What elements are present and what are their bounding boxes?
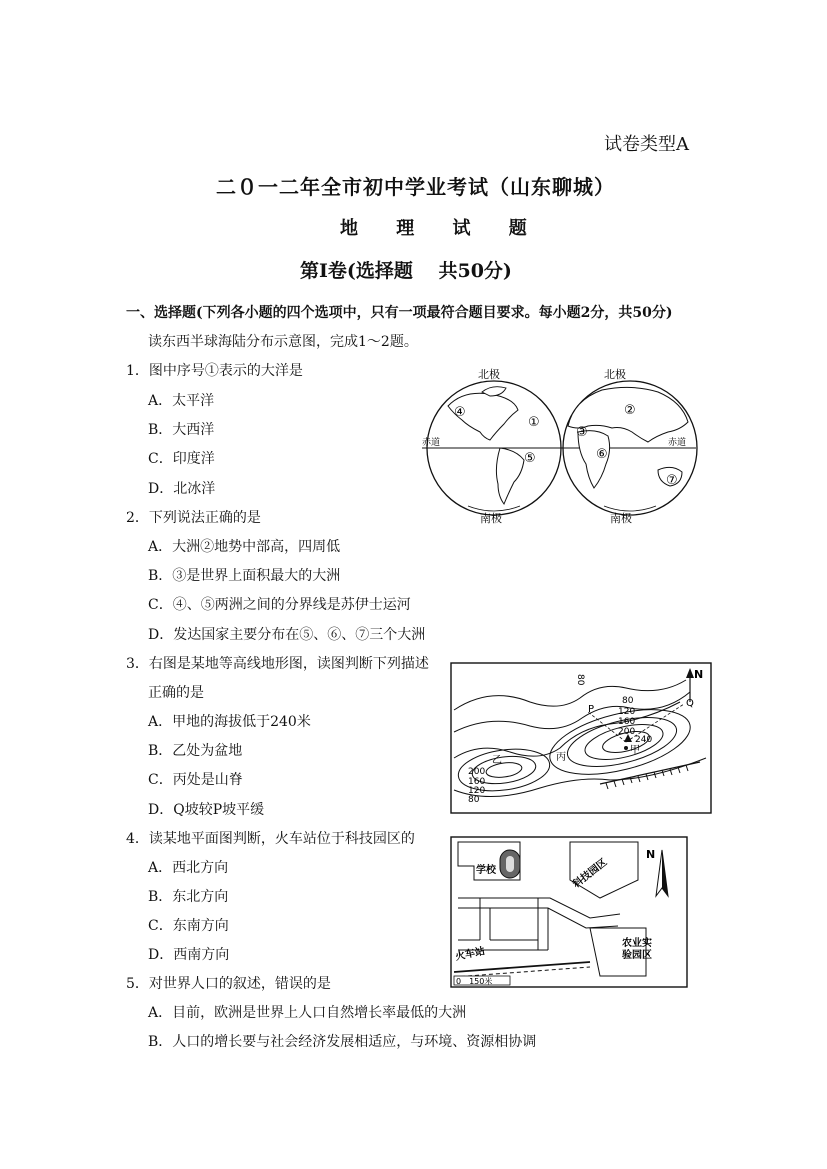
- q5-option-b: B．人口的增长要与社会经济发展相适应，与环境、资源相协调: [148, 1034, 537, 1050]
- scale-label: 0 150米: [456, 977, 493, 986]
- q4-option-c: C．东南方向: [148, 918, 229, 934]
- q3-option-b: B．乙处为盆地: [148, 743, 243, 759]
- subject-title: 地 理 试 题: [340, 218, 543, 239]
- station-label: 火车站: [454, 945, 486, 963]
- label-q: Q: [686, 698, 694, 709]
- label-yi: 乙: [492, 755, 502, 766]
- question-2-stem: 2．下列说法正确的是: [126, 510, 261, 526]
- q2-option-d: D．发达国家主要分布在⑤、⑥、⑦三个大洲: [148, 627, 426, 643]
- contour-north-label: N: [694, 668, 704, 681]
- agri-park-label-1: 农业实: [622, 938, 652, 949]
- marker-1: ①: [528, 415, 540, 430]
- school-label: 学校: [476, 865, 496, 876]
- marker-7: ⑦: [666, 473, 678, 488]
- q4-option-a: A．西北方向: [148, 860, 229, 876]
- contour-right-120: 120: [618, 707, 636, 717]
- q4-option-b: B．东北方向: [148, 889, 229, 905]
- label-p: P: [588, 704, 595, 715]
- q3-option-c: C．丙处是山脊: [148, 772, 243, 788]
- marker-4: ④: [454, 405, 466, 420]
- section-heading: 一、选择题(下列各小题的四个选项中，只有一项最符合题目要求。每小题2分，共50分): [126, 305, 673, 321]
- marker-6: ⑥: [596, 447, 608, 462]
- paper-type: 试卷类型A: [604, 134, 689, 155]
- hemispheres-figure: [418, 366, 700, 528]
- contour-left-80: 80: [468, 795, 480, 805]
- q2-option-a: A．大洲②地势中部高，四周低: [148, 539, 341, 555]
- contour-right-80: 80: [622, 696, 634, 706]
- part-title: 第Ⅰ卷(选择题 共50分): [300, 260, 512, 282]
- contour-right-160: 160: [618, 717, 636, 727]
- contour-map-figure: [450, 662, 712, 814]
- q2-option-c: C．④、⑤两洲之间的分界线是苏伊士运河: [148, 597, 411, 613]
- section-intro: 读东西半球海陆分布示意图，完成1～2题。: [148, 334, 418, 350]
- contour-left-200: 200: [468, 767, 486, 777]
- q4-option-d: D．西南方向: [148, 947, 230, 963]
- q5-option-a: A．目前，欧洲是世界上人口自然增长率最低的大洲: [148, 1005, 467, 1021]
- question-5-stem: 5．对世界人口的叙述，错误的是: [126, 976, 331, 992]
- contour-peak-240: 240: [635, 735, 653, 745]
- agri-park-label-2: 验园区: [622, 950, 652, 961]
- q3-option-a: A．甲地的海拔低于240米: [148, 714, 311, 730]
- q3-option-d: D．Q坡较P坡平缓: [148, 802, 265, 818]
- question-4-stem: 4．读某地平面图判断，火车站位于科技园区的: [126, 831, 415, 847]
- q1-option-b: B．大西洋: [148, 422, 215, 438]
- label-bing: 丙: [556, 752, 566, 763]
- marker-3: ③: [576, 425, 588, 440]
- contour-left-120: 120: [468, 786, 486, 796]
- plan-map-figure: [450, 836, 688, 988]
- contour-top-80: 80: [575, 674, 585, 686]
- equator-label-left: 赤道: [422, 438, 441, 448]
- north-pole-label-right: 北极: [604, 368, 626, 381]
- q2-option-b: B．③是世界上面积最大的大洲: [148, 568, 341, 584]
- tech-park-label: 科技园区: [571, 857, 610, 891]
- exam-title: 二０一二年全市初中学业考试（山东聊城）: [216, 175, 615, 199]
- south-pole-label-right: 南极: [610, 512, 632, 525]
- marker-5: ⑤: [524, 451, 536, 466]
- q1-option-d: D．北冰洋: [148, 481, 216, 497]
- q1-option-a: A．太平洋: [148, 393, 215, 409]
- equator-label-right: 赤道: [668, 438, 687, 448]
- north-pole-label-left: 北极: [478, 368, 500, 381]
- contour-right-200: 200: [618, 727, 636, 737]
- marker-2: ②: [624, 403, 636, 418]
- question-3-stem-cont: 正确的是: [148, 685, 204, 701]
- question-1-stem: 1．图中序号①表示的大洋是: [126, 363, 303, 379]
- plan-north-label: N: [646, 848, 656, 861]
- south-america-shape: [496, 448, 524, 504]
- question-3-stem: 3．右图是某地等高线地形图，读图判断下列描述: [126, 656, 429, 672]
- contour-left-160: 160: [468, 777, 486, 787]
- label-jia: 甲: [630, 745, 640, 756]
- q1-option-c: C．印度洋: [148, 451, 215, 467]
- south-pole-label-left: 南极: [480, 512, 502, 525]
